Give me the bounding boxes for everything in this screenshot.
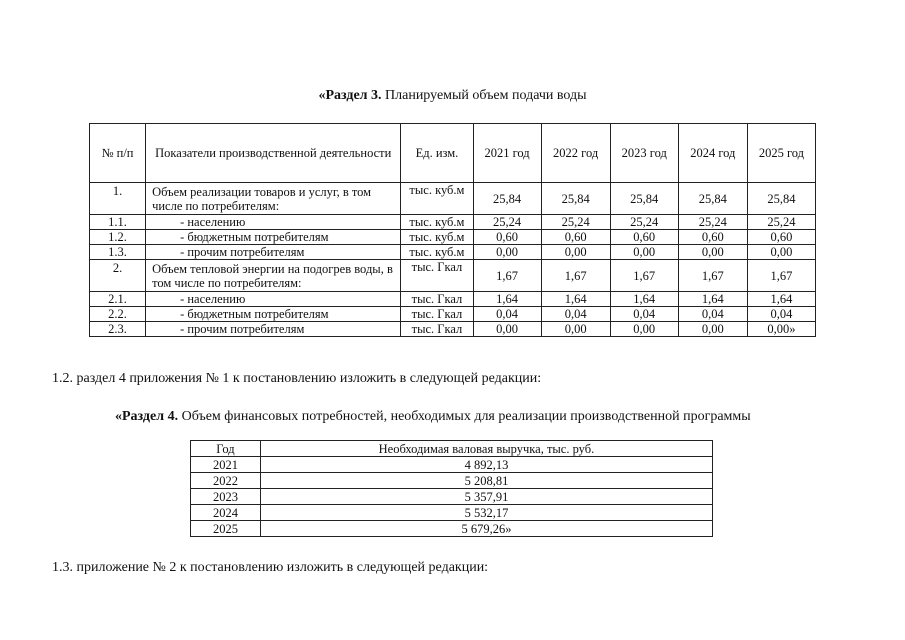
row-indicator: - прочим потребителям [146, 245, 401, 260]
row-value: 0,00 [541, 322, 610, 337]
row-value: 1,67 [747, 260, 815, 292]
row-value: 0,60 [678, 230, 747, 245]
row-value: 1,64 [473, 292, 541, 307]
row-value: 0,60 [747, 230, 815, 245]
row-unit: тыс. куб.м [401, 215, 473, 230]
table-row [90, 183, 816, 215]
row-indicator: Объем тепловой энергии на подогрев воды, в том числе по потребителям: [146, 260, 401, 292]
row-number: 1.3. [90, 245, 146, 260]
row-revenue: 5 208,81 [260, 473, 712, 489]
row-value: 25,84 [747, 183, 815, 215]
section3-title-bold: «Раздел 3. [318, 88, 382, 103]
row-value: 1,67 [541, 260, 610, 292]
row-value: 0,00 [473, 245, 541, 260]
table-row [191, 489, 713, 505]
row-value: 25,84 [678, 183, 747, 215]
row-value: 0,00» [747, 322, 815, 337]
row-unit: тыс. куб.м [401, 245, 473, 260]
paragraph-1-3: 1.3. приложение № 2 к постановлению изложить в следующей редакции: [52, 560, 489, 575]
row-value: 0,04 [747, 307, 815, 322]
row-value: 0,00 [747, 245, 815, 260]
table-row [90, 260, 816, 292]
row-value: 25,84 [610, 183, 678, 215]
row-number: 1.1. [90, 215, 146, 230]
row-value: 0,00 [473, 322, 541, 337]
section3-title-rest: Планируемый объем подачи воды [381, 88, 587, 103]
row-indicator: - населению [146, 292, 401, 307]
row-value: 25,24 [541, 215, 610, 230]
table-row [90, 215, 816, 230]
row-value: 25,24 [678, 215, 747, 230]
table-header-row [191, 441, 713, 457]
row-value: 1,67 [473, 260, 541, 292]
row-unit: тыс. Гкал [401, 307, 473, 322]
row-indicator: - бюджетным потребителям [146, 230, 401, 245]
section4-title [115, 409, 751, 425]
row-value: 0,60 [541, 230, 610, 245]
table-row [90, 245, 816, 260]
row-value: 1,64 [747, 292, 815, 307]
header-year: Год [191, 441, 261, 457]
row-value: 0,04 [610, 307, 678, 322]
row-value: 0,04 [473, 307, 541, 322]
row-value: 0,60 [610, 230, 678, 245]
header-year-2025: 2025 год [747, 124, 815, 183]
header-year-2024: 2024 год [678, 124, 747, 183]
section4-title-bold: «Раздел 4. [115, 409, 179, 424]
header-year-2021: 2021 год [473, 124, 541, 183]
row-year: 2023 [191, 489, 261, 505]
row-year: 2022 [191, 473, 261, 489]
row-value: 25,24 [747, 215, 815, 230]
row-value: 1,67 [610, 260, 678, 292]
row-number: 2.3. [90, 322, 146, 337]
row-value: 0,00 [541, 245, 610, 260]
row-value: 0,04 [678, 307, 747, 322]
row-value: 25,84 [473, 183, 541, 215]
row-value: 1,64 [610, 292, 678, 307]
header-year-2023: 2023 год [610, 124, 678, 183]
row-indicator: - населению [146, 215, 401, 230]
row-value: 1,67 [678, 260, 747, 292]
row-value: 0,00 [678, 245, 747, 260]
row-year: 2021 [191, 457, 261, 473]
paragraph-1-2: 1.2. раздел 4 приложения № 1 к постановлению изложить в следующей редакции: [52, 371, 542, 386]
row-year: 2024 [191, 505, 261, 521]
row-revenue: 4 892,13 [260, 457, 712, 473]
row-number: 2.1. [90, 292, 146, 307]
table-header-row [90, 124, 816, 183]
row-revenue: 5 532,17 [260, 505, 712, 521]
row-value: 25,84 [541, 183, 610, 215]
row-indicator: - прочим потребителям [146, 322, 401, 337]
table-row [90, 322, 816, 337]
row-unit: тыс. Гкал [401, 292, 473, 307]
header-revenue: Необходимая валовая выручка, тыс. руб. [260, 441, 712, 457]
header-unit: Ед. изм. [401, 124, 473, 183]
financial-needs-table [190, 440, 713, 537]
row-value: 0,00 [678, 322, 747, 337]
water-supply-table [89, 123, 816, 337]
table-row [191, 505, 713, 521]
row-unit: тыс. куб.м [401, 183, 473, 215]
row-number: 1.2. [90, 230, 146, 245]
row-unit: тыс. куб.м [401, 230, 473, 245]
table-row [90, 307, 816, 322]
table-row [191, 521, 713, 537]
row-value: 0,04 [541, 307, 610, 322]
row-value: 0,00 [610, 245, 678, 260]
table-row [191, 457, 713, 473]
row-value: 0,60 [473, 230, 541, 245]
row-unit: тыс. Гкал [401, 322, 473, 337]
table-row [191, 473, 713, 489]
row-indicator: Объем реализации товаров и услуг, в том числе по потребителям: [146, 183, 401, 215]
section4-title-rest: Объем финансовых потребностей, необходимых для реализации производственной программы [178, 409, 751, 424]
row-value: 25,24 [610, 215, 678, 230]
table-row [90, 292, 816, 307]
row-number: 2. [90, 260, 146, 292]
header-indicator: Показатели производственной деятельности [146, 124, 401, 183]
row-number: 2.2. [90, 307, 146, 322]
row-value: 1,64 [678, 292, 747, 307]
row-revenue: 5 679,26» [260, 521, 712, 537]
table-row [90, 230, 816, 245]
row-year: 2025 [191, 521, 261, 537]
row-value: 25,24 [473, 215, 541, 230]
header-year-2022: 2022 год [541, 124, 610, 183]
row-value: 0,00 [610, 322, 678, 337]
header-number: № п/п [90, 124, 146, 183]
row-value: 1,64 [541, 292, 610, 307]
row-revenue: 5 357,91 [260, 489, 712, 505]
row-unit: тыс. Гкал [401, 260, 473, 292]
row-number: 1. [90, 183, 146, 215]
section3-title [0, 88, 905, 104]
row-indicator: - бюджетным потребителям [146, 307, 401, 322]
